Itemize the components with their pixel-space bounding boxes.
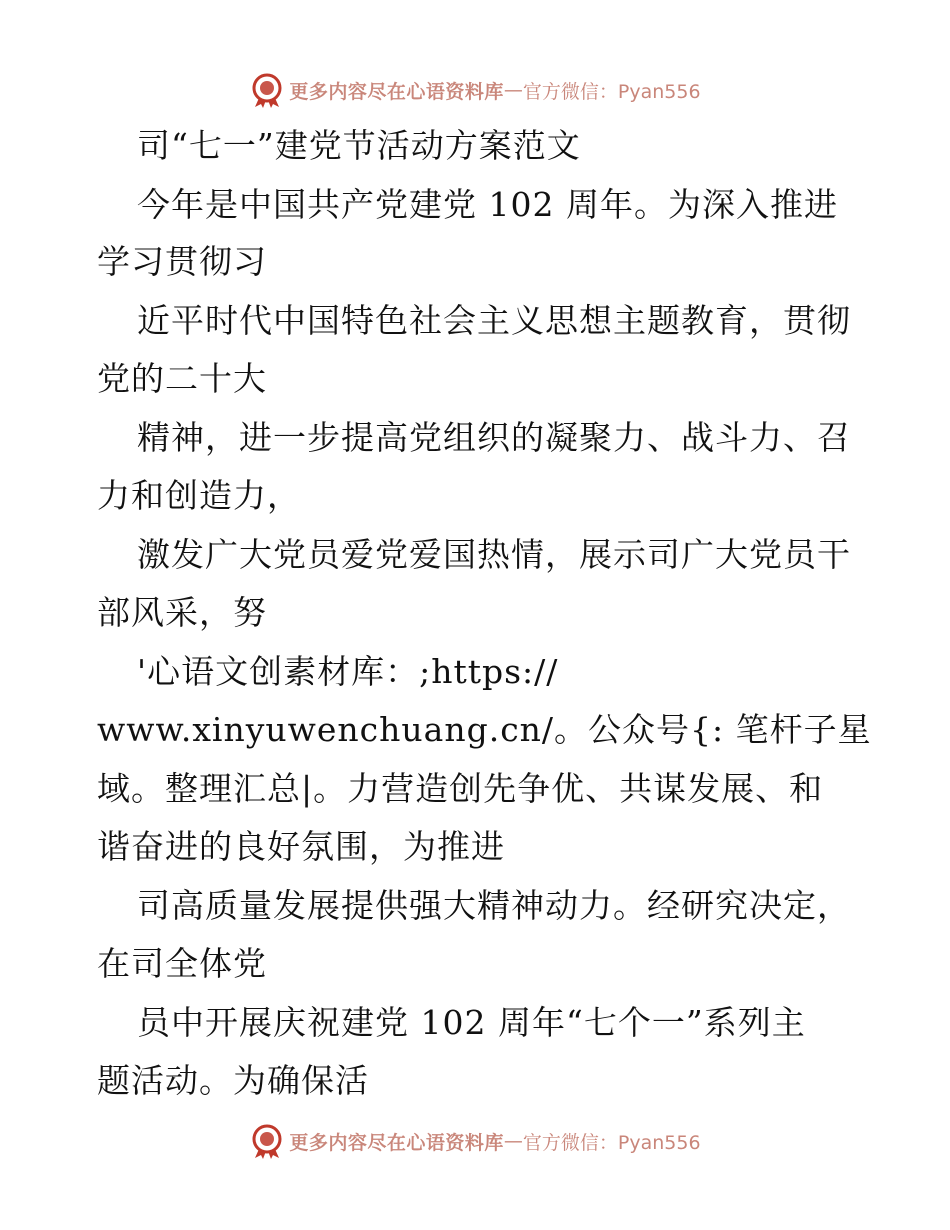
text-line: 域。整理汇总|。力营造创先争优、共谋发展、和 — [97, 769, 824, 808]
text-line: 员中开展庆祝建党 102 周年“七个一”系列主 — [137, 1003, 806, 1042]
banner-separator: — — [503, 79, 523, 101]
text-line: 力和创造力， — [97, 476, 301, 515]
text-line: 激发广大党员爱党爱国热情，展示司广大党员干 — [137, 535, 851, 574]
footer-banner — [0, 1121, 950, 1161]
banner-brand: 更多内容尽在心语资料库 — [289, 80, 504, 103]
text-line: 精神，进一步提高党组织的凝聚力、战斗力、召 — [137, 418, 851, 457]
text-line: 谐奋进的良好氛围，为推进 — [97, 827, 505, 866]
text-line: 题活动。为确保活 — [97, 1061, 369, 1100]
ribbon-seal-icon — [249, 1123, 285, 1159]
text-line: www.xinyuwenchuang.cn/。公众号{: 笔杆子星 — [97, 710, 872, 749]
title-line: 司“七一”建党节活动方案范文 — [137, 126, 581, 165]
text-line: 部风采，努 — [97, 593, 267, 632]
text-line: 在司全体党 — [97, 944, 267, 983]
banner-wechat: 官方微信：Pyan556 — [522, 1131, 701, 1154]
text-line: 今年是中国共产党建党 102 周年。为深入推进 — [137, 185, 838, 224]
banner-wechat: 官方微信：Pyan556 — [522, 80, 701, 103]
text-line: 司高质量发展提供强大精神动力。经研究决定， — [137, 886, 851, 925]
text-line: 近平时代中国特色社会主义思想主题教育，贯彻 — [137, 301, 851, 340]
text-line: 党的二十大 — [97, 359, 267, 398]
banner-brand: 更多内容尽在心语资料库 — [289, 1131, 504, 1154]
banner-separator: — — [503, 1130, 523, 1152]
text-line: '心语文创素材库：;https:// — [137, 652, 559, 691]
text-line: 学习贯彻习 — [97, 242, 267, 281]
